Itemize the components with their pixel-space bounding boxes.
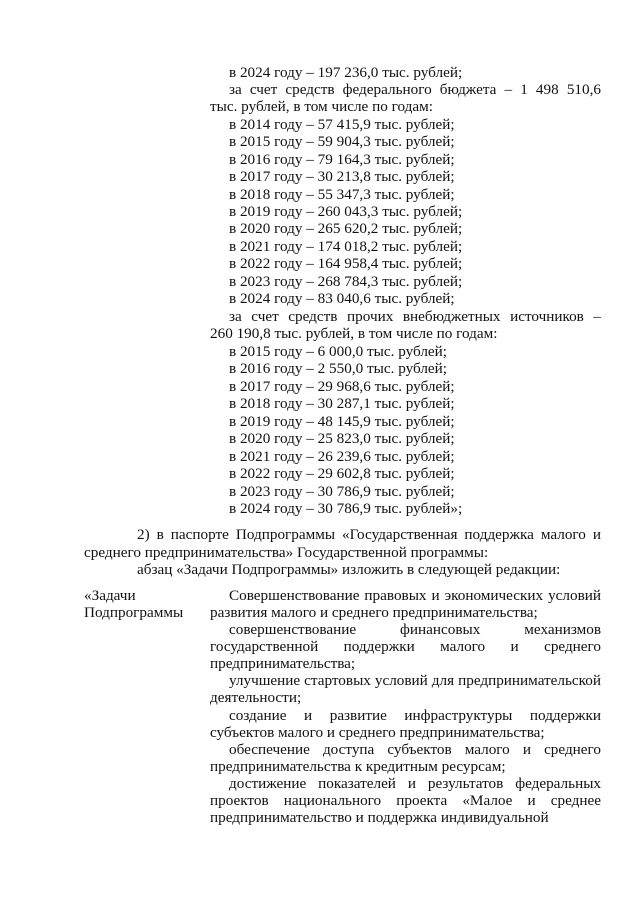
tasks-term-line1: «Задачи — [84, 587, 136, 604]
federal-year-2015: в 2015 году – 59 904,3 тыс. рублей; — [229, 133, 455, 150]
extrabudget-year-2021: в 2021 году – 26 239,6 тыс. рублей; — [229, 448, 455, 465]
task6-line2: проектов национального проекта «Малое и среднее — [210, 792, 601, 809]
federal-year-2022: в 2022 году – 164 958,4 тыс. рублей; — [229, 255, 463, 272]
federal-year-2014: в 2014 году – 57 415,9 тыс. рублей; — [229, 116, 455, 133]
task6-line1: достижение показателей и результатов федеральных — [229, 775, 601, 792]
federal-year-2016: в 2016 году – 79 164,3 тыс. рублей; — [229, 151, 455, 168]
federal-year-2018: в 2018 году – 55 347,3 тыс. рублей; — [229, 186, 455, 203]
extrabudget-year-2018: в 2018 году – 30 287,1 тыс. рублей; — [229, 395, 455, 412]
task5-line1: обеспечение доступа субъектов малого и среднего — [229, 741, 601, 758]
extrabudget-year-2020: в 2020 году – 25 823,0 тыс. рублей; — [229, 430, 455, 447]
federal-year-2017: в 2017 году – 30 213,8 тыс. рублей; — [229, 168, 455, 185]
federal-year-2023: в 2023 году – 268 784,3 тыс. рублей; — [229, 273, 463, 290]
tasks-term-line2: Подпрограммы — [84, 604, 184, 621]
federal-intro-line2: тыс. рублей, в том числе по годам: — [210, 98, 433, 115]
task1-line1: Совершенствование правовых и экономических условий — [229, 587, 601, 604]
task2-line3: предпринимательства; — [210, 655, 356, 672]
section2-line2: среднего предпринимательства» Государственной программы: — [84, 544, 489, 561]
federal-year-2019: в 2019 году – 260 043,3 тыс. рублей; — [229, 203, 463, 220]
federal-intro-line1: за счет средств федерального бюджета – 1 498 510,6 — [229, 81, 601, 98]
extrabudget-year-2016: в 2016 году – 2 550,0 тыс. рублей; — [229, 360, 447, 377]
extrabudget-year-2024: в 2024 году – 30 786,9 тыс. рублей»; — [229, 500, 463, 517]
extrabudget-intro-line1: за счет средств прочих внебюджетных источников – — [229, 308, 601, 325]
task2-line1: совершенствование финансовых механизмов — [229, 621, 601, 638]
task3-line1: улучшение стартовых условий для предпринимательской — [229, 672, 601, 689]
task2-line2: государственной поддержки малого и среднего — [210, 638, 601, 655]
extrabudget-year-2015: в 2015 году – 6 000,0 тыс. рублей; — [229, 343, 447, 360]
extrabudget-year-2023: в 2023 году – 30 786,9 тыс. рублей; — [229, 483, 455, 500]
task6-line3: предпринимательство и поддержка индивидуальной — [210, 809, 549, 826]
section2-line3: абзац «Задачи Подпрограммы» изложить в следующей редакции: — [137, 561, 561, 578]
task4-line1: создание и развитие инфраструктуры поддержки — [229, 707, 601, 724]
extrabudget-year-2017: в 2017 году – 29 968,6 тыс. рублей; — [229, 378, 455, 395]
extrabudget-intro-line2: 260 190,8 тыс. рублей, в том числе по годам: — [210, 325, 498, 342]
task3-line2: деятельности; — [210, 689, 302, 706]
extrabudget-year-2022: в 2022 году – 29 602,8 тыс. рублей; — [229, 465, 455, 482]
section2-line1: 2) в паспорте Подпрограммы «Государственная поддержка малого и — [137, 526, 601, 543]
extrabudget-year-2019: в 2019 году – 48 145,9 тыс. рублей; — [229, 413, 455, 430]
task5-line2: предпринимательства к кредитным ресурсам; — [210, 758, 506, 775]
federal-year-2024: в 2024 году – 83 040,6 тыс. рублей; — [229, 290, 455, 307]
federal-year-2021: в 2021 году – 174 018,2 тыс. рублей; — [229, 238, 463, 255]
task4-line2: субъектов малого и среднего предпринимательства; — [210, 724, 545, 741]
budget-2024-total-line: в 2024 году – 197 236,0 тыс. рублей; — [229, 64, 463, 81]
federal-year-2020: в 2020 году – 265 620,2 тыс. рублей; — [229, 220, 463, 237]
task1-line2: развития малого и среднего предпринимательства; — [210, 604, 538, 621]
